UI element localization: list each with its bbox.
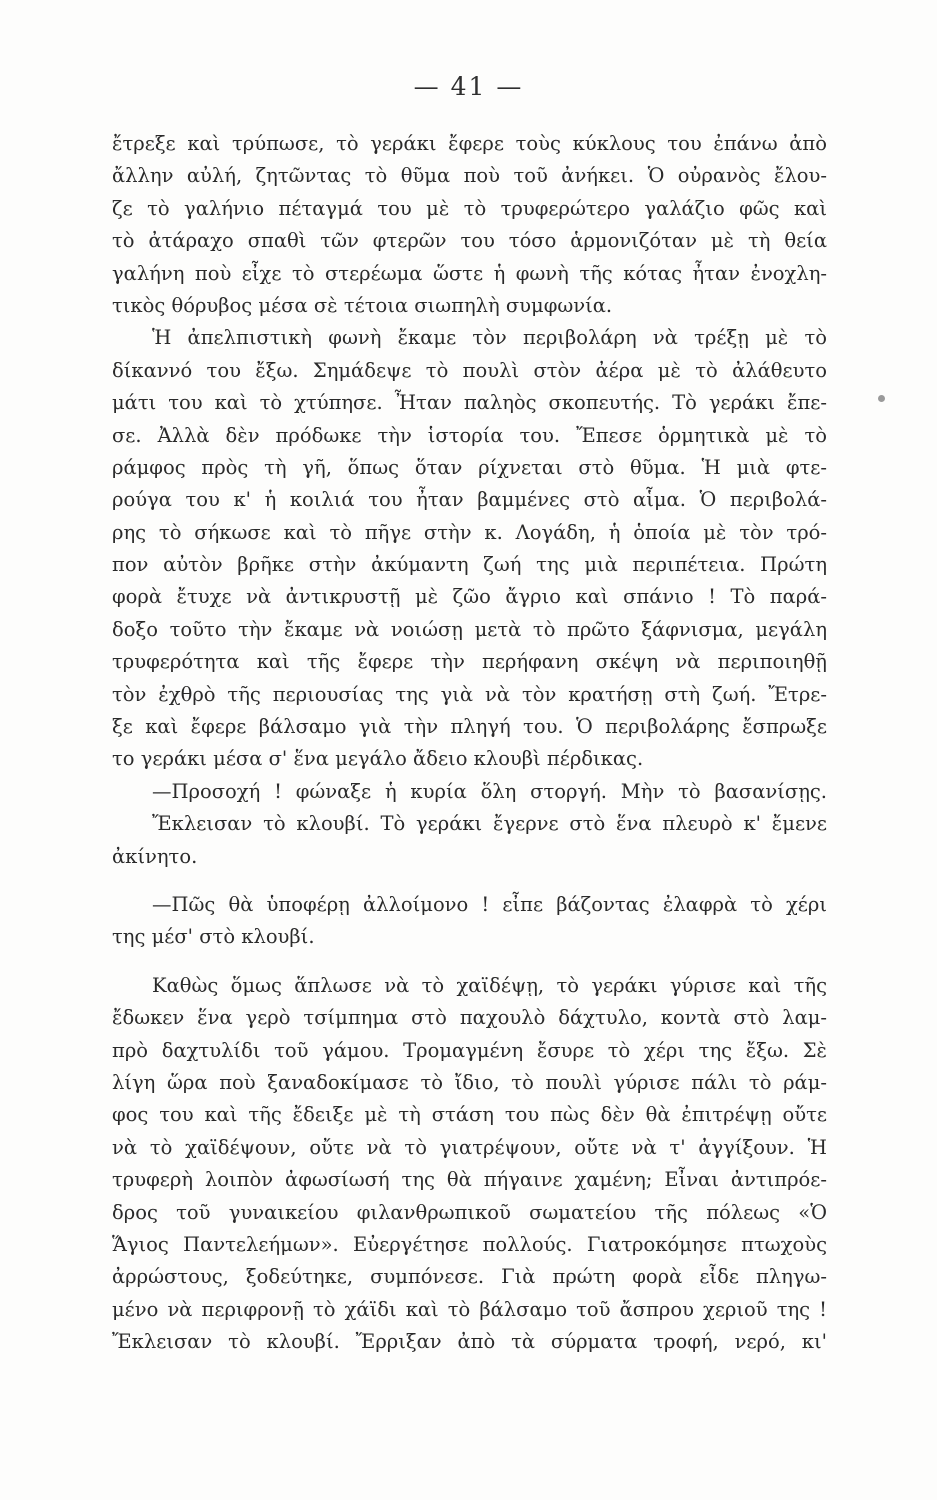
text-line: ρούγα του κ' ἡ κοιλιά του ἦταν βαμμένες στὸ αἷμα. Ὁ περιβολά- bbox=[112, 488, 827, 512]
text-line: ἄλλην αὐλή, ζητῶντας τὸ θῦμα ποὺ τοῦ ἀνήκει. Ὁ οὐρανὸς ἔλου- bbox=[112, 164, 827, 188]
text-line: της μέσ' στὸ κλουβί. bbox=[112, 925, 315, 949]
text-line: τικὸς θόρυβος μέσα σὲ τέτοια σιωπηλὴ συμφωνία. bbox=[112, 293, 613, 317]
text-line: πρὸ δαχτυλίδι τοῦ γάμου. Τρομαγμένη ἔσυρε τὸ χέρι της ἔξω. Σὲ bbox=[112, 1038, 827, 1062]
text-line: ἔδωκεν ἕνα γερὸ τσίμπημα στὸ παχουλὸ δάχτυλο, κοντὰ στὸ λαμ- bbox=[112, 1006, 827, 1030]
text-line: τρυφερὴ λοιπὸν ἀφωσίωσή της θὰ πήγαινε χαμένη; Εἶναι ἀντιπρόε- bbox=[112, 1168, 827, 1192]
text-line: Ἔκλεισαν τὸ κλουβί. Ἔρριξαν ἀπὸ τὰ σύρματα τροφή, νερό, κι' bbox=[112, 1330, 827, 1354]
text-line: λίγη ὥρα ποὺ ξαναδοκίμασε τὸ ἴδιο, τὸ πουλὶ γύρισε πάλι τὸ ράμ- bbox=[112, 1070, 827, 1094]
text-line: ἀρρώστους, ξοδεύτηκε, συμπόνεσε. Γιὰ πρώτη φορὰ εἶδε πληγω- bbox=[112, 1265, 827, 1289]
text-line: Ἅγιος Παντελεήμων». Εὐεργέτησε πολλούς. Γιατροκόμησε πτωχοὺς bbox=[112, 1232, 827, 1256]
text-line: ράμφος πρὸς τὴ γῆ, ὅπως ὅταν ρίχνεται στὸ θῦμα. Ἡ μιὰ φτε- bbox=[112, 455, 827, 479]
text-line: φορὰ ἔτυχε νὰ ἀντικρυστῇ μὲ ζῶο ἄγριο καὶ σπάνιο ! Τὸ παρά- bbox=[112, 585, 827, 609]
text-line: Ἔκλεισαν τὸ κλουβί. Τὸ γεράκι ἔγερνε στὸ ἕνα πλευρὸ κ' ἔμενε bbox=[152, 812, 827, 836]
text-line: το γεράκι μέσα σ' ἕνα μεγάλο ἄδειο κλουβὶ πέρδικας. bbox=[112, 747, 644, 771]
text-line: ξε καὶ ἔφερε βάλσαμο γιὰ τὴν πληγή του. Ὁ περιβολάρης ἔσπρωξε bbox=[112, 715, 827, 739]
text-line: μάτι του καὶ τὸ χτύπησε. Ἦταν παληὸς σκοπευτής. Τὸ γεράκι ἔπε- bbox=[112, 391, 827, 415]
ink-speck bbox=[878, 395, 885, 402]
text-line: Καθὼς ὅμως ἅπλωσε νὰ τὸ χαϊδέψῃ, τὸ γεράκι γύρισε καὶ τῆς bbox=[152, 973, 827, 997]
text-line: ἀκίνητο. bbox=[112, 844, 198, 868]
text-line: δοξο τοῦτο τὴν ἔκαμε νὰ νοιώσῃ μετὰ τὸ πρῶτο ξάφνισμα, μεγάλη bbox=[112, 617, 827, 641]
text-line: ἔτρεξε καὶ τρύπωσε, τὸ γεράκι ἔφερε τοὺς κύκλους του ἐπάνω ἀπὸ bbox=[112, 132, 827, 155]
text-line: δρος τοῦ γυναικείου φιλανθρωπικοῦ σωματείου τῆς πόλεως «Ὁ bbox=[112, 1200, 827, 1224]
text-line: τὸ ἀτάραχο σπαθὶ τῶν φτερῶν του τόσο ἁρμονιζόταν μὲ τὴ θεία bbox=[112, 229, 827, 253]
text-line: ρης τὸ σήκωσε καὶ τὸ πῆγε στὴν κ. Λογάδη, ἡ ὁποία μὲ τὸν τρό- bbox=[112, 520, 827, 544]
text-line: γαλήνη ποὺ εἶχε τὸ στερέωμα ὥστε ἡ φωνὴ τῆς κότας ἦταν ἐνοχλη- bbox=[112, 261, 827, 285]
text-line: ζε τὸ γαλήνιο πέταγμά του μὲ τὸ τρυφερώτερο γαλάζιο φῶς καὶ bbox=[112, 196, 827, 220]
text-line: —Πῶς θὰ ὑποφέρῃ ἀλλοίμονο ! εἶπε βάζοντας ἐλαφρὰ τὸ χέρι bbox=[152, 892, 827, 916]
body-text bbox=[112, 128, 827, 1358]
text-line: Ἡ ἀπελπιστικὴ φωνὴ ἔκαμε τὸν περιβολάρη νὰ τρέξῃ μὲ τὸ bbox=[152, 326, 827, 350]
text-line: νὰ τὸ χαϊδέψουν, οὔτε νὰ τὸ γιατρέψουν, οὔτε νὰ τ' ἀγγίξουν. Ἡ bbox=[112, 1135, 827, 1159]
text-line: σε. Ἀλλὰ δὲν πρόδωκε τὴν ἱστορία του. Ἔπεσε ὁρμητικὰ μὲ τὸ bbox=[112, 423, 827, 447]
text-line: τρυφερότητα καὶ τῆς ἔφερε τὴν περήφανη σκέψη νὰ περιποιηθῇ bbox=[112, 650, 827, 674]
text-line: φος του καὶ τῆς ἔδειξε μὲ τὴ στάση του πὼς δὲν θὰ ἐπιτρέψῃ οὔτε bbox=[112, 1103, 827, 1127]
text-line: πον αὐτὸν βρῆκε στὴν ἀκύμαντη ζωή της μιὰ περιπέτεια. Πρώτη bbox=[112, 553, 827, 577]
text-line: τὸν ἐχθρὸ τῆς περιουσίας της γιὰ νὰ τὸν κρατήσῃ στὴ ζωή. Ἔτρε- bbox=[112, 682, 827, 706]
text-line: μένο νὰ περιφρονῇ τὸ χάϊδι καὶ τὸ βάλσαμο τοῦ ἄσπρου χεριοῦ της ! bbox=[112, 1297, 827, 1321]
text-line: —Προσοχή ! φώναξε ἡ κυρία ὅλη στοργή. Μὴν τὸ βασανίσῃς. bbox=[152, 779, 827, 803]
text-line: δίκαννό του ἔξω. Σημάδεψε τὸ πουλὶ στὸν ἀέρα μὲ τὸ ἀλάθευτο bbox=[112, 358, 827, 382]
page-number: — 41 — bbox=[413, 72, 524, 101]
